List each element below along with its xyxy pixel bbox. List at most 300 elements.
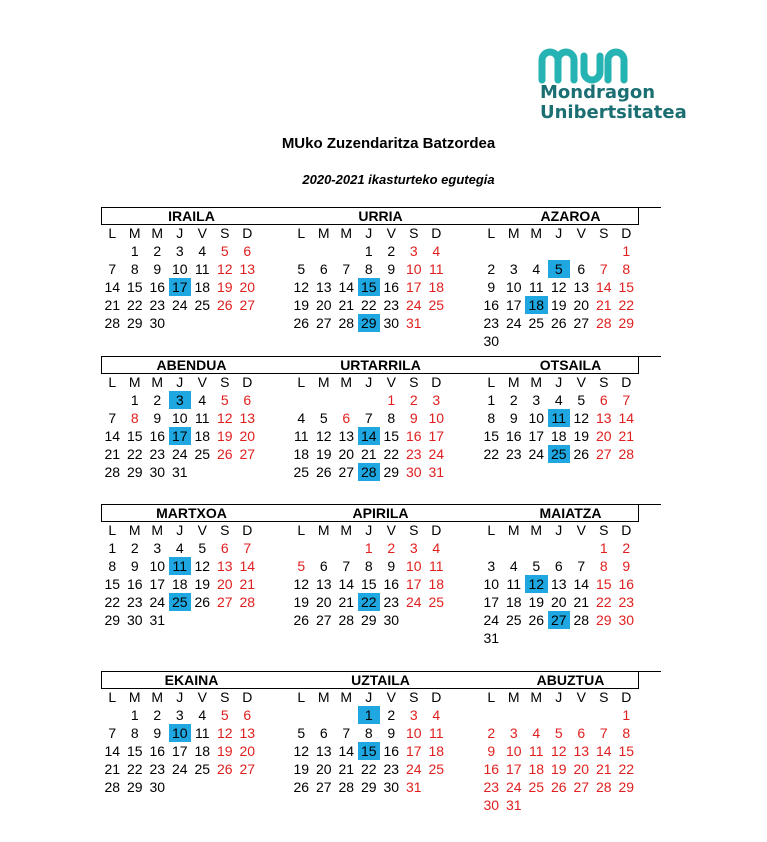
day-cell: 20 <box>239 428 256 444</box>
day-cell: 14 <box>338 743 355 759</box>
day-cell: 29 <box>126 464 143 480</box>
day-cell: 12 <box>194 558 211 574</box>
week-row <box>480 611 661 629</box>
weekday-label: V <box>576 689 586 705</box>
day-cell: 10 <box>505 743 522 759</box>
day-cell: 23 <box>505 446 522 462</box>
weekday-label: D <box>242 225 253 241</box>
day-cell: 9 <box>509 410 518 426</box>
day-cell: 6 <box>243 707 252 723</box>
weekday-label: S <box>220 689 230 705</box>
empty-cell <box>503 706 526 724</box>
day-cell: 13 <box>573 279 590 295</box>
day-cell: 11 <box>194 261 210 277</box>
week-row <box>101 427 282 445</box>
weekday-label: D <box>621 522 632 538</box>
day-cell: 18 <box>505 594 522 610</box>
week-row <box>101 260 282 278</box>
day-cell: 17 <box>505 761 522 777</box>
day-cell: 6 <box>319 261 328 277</box>
week-row <box>101 391 282 409</box>
weekday-header <box>480 688 661 706</box>
weekday-header <box>101 688 282 706</box>
day-cell: 12 <box>315 428 332 444</box>
day-cell: 1 <box>130 392 139 408</box>
day-cell: 30 <box>149 315 166 331</box>
day-cell: 18 <box>194 428 211 444</box>
empty-cell <box>290 706 313 724</box>
day-cell: 25 <box>505 612 522 628</box>
day-cell: 18 <box>194 279 211 295</box>
day-cell: 15 <box>358 742 381 760</box>
day-cell: 19 <box>550 761 567 777</box>
month-header-band <box>101 356 639 374</box>
day-cell: 6 <box>554 558 563 574</box>
day-cell: 20 <box>239 279 256 295</box>
day-cell: 8 <box>130 725 139 741</box>
day-cell: 18 <box>525 296 548 314</box>
weekday-label: V <box>386 374 396 390</box>
day-cell: 14 <box>104 743 121 759</box>
day-cell: 25 <box>528 779 545 795</box>
week-row <box>480 242 661 260</box>
week-row <box>480 296 661 314</box>
day-cell: 13 <box>216 558 233 574</box>
week-row <box>480 409 661 427</box>
weekday-label: M <box>317 374 330 390</box>
weekday-label: V <box>386 522 396 538</box>
day-cell: 21 <box>573 594 590 610</box>
day-cell: 26 <box>293 612 310 628</box>
day-cell: 5 <box>548 260 571 278</box>
day-cell: 20 <box>216 576 233 592</box>
day-cell: 8 <box>364 725 373 741</box>
day-cell: 5 <box>532 558 541 574</box>
day-cell: 29 <box>618 779 635 795</box>
day-cell: 1 <box>130 707 139 723</box>
day-cell: 25 <box>194 761 211 777</box>
day-cell: 25 <box>293 464 310 480</box>
day-cell: 23 <box>149 446 166 462</box>
month-name: MAIATZA <box>480 504 661 521</box>
day-cell: 26 <box>293 779 310 795</box>
day-cell: 5 <box>297 261 306 277</box>
weekday-label: J <box>176 522 184 538</box>
weekday-header <box>480 521 661 539</box>
day-cell: 3 <box>487 558 496 574</box>
day-cell: 20 <box>315 297 332 313</box>
month-apirila <box>290 504 471 629</box>
day-cell: 30 <box>383 315 400 331</box>
day-cell: 7 <box>599 261 608 277</box>
weekday-label: J <box>176 225 184 241</box>
day-cell: 19 <box>315 446 332 462</box>
day-cell: 23 <box>483 315 500 331</box>
day-cell: 10 <box>171 410 188 426</box>
empty-cell <box>593 706 616 724</box>
day-cell: 7 <box>577 558 586 574</box>
day-cell: 4 <box>198 707 207 723</box>
day-cell: 11 <box>528 743 544 759</box>
empty-cell <box>313 539 336 557</box>
day-cell: 10 <box>405 261 422 277</box>
weekday-label: M <box>128 374 141 390</box>
day-cell: 28 <box>104 464 121 480</box>
month-uztaila <box>290 671 471 796</box>
weekday-label: M <box>128 522 141 538</box>
day-cell: 13 <box>595 410 612 426</box>
day-cell: 1 <box>387 392 396 408</box>
weekday-label: V <box>197 374 207 390</box>
day-cell: 1 <box>358 706 381 724</box>
day-cell: 18 <box>428 576 445 592</box>
weekday-label: L <box>487 225 496 241</box>
day-cell: 15 <box>618 279 635 295</box>
day-cell: 7 <box>342 725 351 741</box>
month-header-band <box>101 671 639 689</box>
weekday-label: D <box>621 689 632 705</box>
month-name: MARTXOA <box>101 504 282 521</box>
weekday-label: V <box>576 522 586 538</box>
day-cell: 8 <box>622 261 631 277</box>
day-cell: 17 <box>405 576 422 592</box>
day-cell: 15 <box>104 576 121 592</box>
day-cell: 12 <box>550 743 567 759</box>
week-row <box>290 445 471 463</box>
day-cell: 25 <box>169 593 192 611</box>
week-row <box>101 706 282 724</box>
day-cell: 5 <box>220 392 229 408</box>
weekday-label: D <box>242 374 253 390</box>
day-cell: 11 <box>428 558 444 574</box>
day-cell: 8 <box>364 558 373 574</box>
week-row <box>290 611 471 629</box>
day-cell: 15 <box>358 278 381 296</box>
day-cell: 27 <box>239 761 256 777</box>
logo-mark-icon <box>538 44 628 84</box>
day-cell: 4 <box>432 707 441 723</box>
month-urria <box>290 207 471 332</box>
weekday-label: M <box>530 225 543 241</box>
week-row <box>290 539 471 557</box>
day-cell: 23 <box>383 594 400 610</box>
week-row <box>480 391 661 409</box>
day-cell: 12 <box>293 279 310 295</box>
day-cell: 25 <box>528 315 545 331</box>
day-cell: 19 <box>293 761 310 777</box>
week-row <box>480 778 661 796</box>
day-cell: 26 <box>573 446 590 462</box>
weekday-label: D <box>431 522 442 538</box>
week-row <box>480 557 661 575</box>
empty-cell <box>335 539 358 557</box>
day-cell: 18 <box>528 761 545 777</box>
weekday-label: M <box>507 374 520 390</box>
day-cell: 27 <box>548 611 571 629</box>
day-cell: 5 <box>220 243 229 259</box>
day-cell: 24 <box>405 761 422 777</box>
day-cell: 18 <box>428 743 445 759</box>
day-cell: 16 <box>149 428 166 444</box>
day-cell: 13 <box>315 743 332 759</box>
day-cell: 2 <box>153 243 162 259</box>
month-header-band <box>101 504 639 522</box>
day-cell: 10 <box>405 725 422 741</box>
day-cell: 17 <box>405 743 422 759</box>
week-row <box>101 611 282 629</box>
month-name: ABENDUA <box>101 356 282 373</box>
week-row <box>290 242 471 260</box>
week-row <box>480 332 661 350</box>
day-cell: 11 <box>194 410 210 426</box>
day-cell: 1 <box>364 243 373 259</box>
day-cell: 1 <box>364 540 373 556</box>
weekday-header <box>290 373 471 391</box>
empty-cell <box>480 706 503 724</box>
day-cell: 4 <box>554 392 563 408</box>
day-cell: 25 <box>428 297 445 313</box>
day-cell: 31 <box>483 630 500 646</box>
day-cell: 4 <box>198 392 207 408</box>
day-cell: 18 <box>550 428 567 444</box>
month-name: APIRILA <box>290 504 471 521</box>
day-cell: 3 <box>169 391 192 409</box>
weekday-label: S <box>599 374 609 390</box>
day-cell: 4 <box>432 540 441 556</box>
day-cell: 22 <box>104 594 121 610</box>
day-cell: 17 <box>171 743 188 759</box>
day-cell: 30 <box>483 797 500 813</box>
day-cell: 5 <box>554 725 563 741</box>
week-row <box>101 593 282 611</box>
day-cell: 15 <box>383 428 400 444</box>
day-cell: 15 <box>126 428 143 444</box>
week-row <box>101 463 282 481</box>
day-cell: 6 <box>577 725 586 741</box>
day-cell: 8 <box>599 558 608 574</box>
day-cell: 22 <box>595 594 612 610</box>
day-cell: 3 <box>175 707 184 723</box>
week-row <box>290 409 471 427</box>
weekday-label: M <box>151 374 164 390</box>
day-cell: 30 <box>618 612 635 628</box>
day-cell: 9 <box>153 261 162 277</box>
day-cell: 2 <box>509 392 518 408</box>
day-cell: 3 <box>432 392 441 408</box>
day-cell: 3 <box>409 243 418 259</box>
weekday-label: M <box>507 689 520 705</box>
empty-cell <box>335 242 358 260</box>
weekday-label: L <box>487 522 496 538</box>
day-cell: 27 <box>573 779 590 795</box>
weekday-label: J <box>176 374 184 390</box>
day-cell: 16 <box>383 743 400 759</box>
day-cell: 7 <box>622 392 631 408</box>
day-cell: 22 <box>126 761 143 777</box>
day-cell: 12 <box>550 279 567 295</box>
day-cell: 3 <box>175 243 184 259</box>
weekday-label: V <box>197 689 207 705</box>
day-cell: 9 <box>387 725 396 741</box>
month-ekaina <box>101 671 282 796</box>
week-row <box>480 278 661 296</box>
week-row <box>480 593 661 611</box>
week-row <box>101 760 282 778</box>
day-cell: 14 <box>573 576 590 592</box>
weekday-label: M <box>507 522 520 538</box>
day-cell: 14 <box>595 279 612 295</box>
day-cell: 8 <box>387 410 396 426</box>
weekday-label: V <box>576 225 586 241</box>
weekday-label: V <box>197 225 207 241</box>
day-cell: 6 <box>319 558 328 574</box>
day-cell: 21 <box>360 446 377 462</box>
day-cell: 28 <box>358 463 381 481</box>
day-cell: 11 <box>506 576 522 592</box>
day-cell: 21 <box>104 297 121 313</box>
day-cell: 27 <box>315 612 332 628</box>
day-cell: 4 <box>432 243 441 259</box>
day-cell: 26 <box>550 779 567 795</box>
day-cell: 1 <box>599 540 608 556</box>
weekday-label: M <box>530 689 543 705</box>
day-cell: 5 <box>577 392 586 408</box>
day-cell: 29 <box>595 612 612 628</box>
day-cell: 21 <box>618 428 635 444</box>
day-cell: 23 <box>126 594 143 610</box>
day-cell: 20 <box>573 297 590 313</box>
month-name: OTSAILA <box>480 356 661 373</box>
week-row <box>290 760 471 778</box>
day-cell: 16 <box>126 576 143 592</box>
week-row <box>480 760 661 778</box>
week-row <box>290 278 471 296</box>
page-title: MUko Zuzendaritza Batzordea <box>281 135 496 152</box>
day-cell: 2 <box>153 707 162 723</box>
day-cell: 3 <box>532 392 541 408</box>
day-cell: 24 <box>171 761 188 777</box>
empty-cell <box>525 242 548 260</box>
mondragon-logo <box>538 44 687 124</box>
weekday-header <box>290 224 471 242</box>
day-cell: 20 <box>239 743 256 759</box>
day-cell: 17 <box>528 428 545 444</box>
day-cell: 11 <box>293 428 309 444</box>
day-cell: 12 <box>293 743 310 759</box>
day-cell: 1 <box>130 243 139 259</box>
weekday-label: D <box>242 522 253 538</box>
day-cell: 13 <box>338 428 355 444</box>
month-name: ABUZTUA <box>480 671 661 688</box>
weekday-label: L <box>487 689 496 705</box>
week-row <box>290 724 471 742</box>
day-cell: 13 <box>239 410 256 426</box>
month-abendua <box>101 356 282 481</box>
day-cell: 11 <box>428 261 444 277</box>
day-cell: 24 <box>505 779 522 795</box>
week-row <box>101 445 282 463</box>
week-row <box>480 724 661 742</box>
day-cell: 29 <box>618 315 635 331</box>
day-cell: 24 <box>171 297 188 313</box>
day-cell: 29 <box>360 612 377 628</box>
weekday-label: L <box>297 522 306 538</box>
day-cell: 5 <box>319 410 328 426</box>
day-cell: 13 <box>550 576 567 592</box>
weekday-label: D <box>621 374 632 390</box>
weekday-label: L <box>108 225 117 241</box>
day-cell: 10 <box>171 261 188 277</box>
day-cell: 14 <box>239 558 256 574</box>
weekday-label: J <box>555 225 563 241</box>
day-cell: 18 <box>194 743 211 759</box>
day-cell: 1 <box>487 392 496 408</box>
week-row <box>480 314 661 332</box>
empty-cell <box>313 706 336 724</box>
day-cell: 20 <box>315 594 332 610</box>
day-cell: 28 <box>104 779 121 795</box>
day-cell: 27 <box>239 297 256 313</box>
day-cell: 3 <box>409 540 418 556</box>
day-cell: 11 <box>528 279 544 295</box>
day-cell: 7 <box>108 725 117 741</box>
week-row <box>290 742 471 760</box>
day-cell: 8 <box>487 410 496 426</box>
week-row <box>290 296 471 314</box>
weekday-label: D <box>431 374 442 390</box>
empty-cell <box>570 539 593 557</box>
month-martxoa <box>101 504 282 629</box>
day-cell: 20 <box>550 594 567 610</box>
day-cell: 18 <box>428 279 445 295</box>
empty-cell <box>525 539 548 557</box>
day-cell: 12 <box>216 725 233 741</box>
day-cell: 27 <box>216 594 233 610</box>
day-cell: 6 <box>243 243 252 259</box>
day-cell: 23 <box>383 297 400 313</box>
day-cell: 26 <box>216 446 233 462</box>
day-cell: 24 <box>405 297 422 313</box>
month-urtarrila <box>290 356 471 481</box>
day-cell: 5 <box>297 725 306 741</box>
day-cell: 21 <box>595 761 612 777</box>
weekday-header <box>290 688 471 706</box>
weekday-header <box>101 224 282 242</box>
week-row <box>480 575 661 593</box>
month-abuztua <box>480 671 661 814</box>
day-cell: 24 <box>528 446 545 462</box>
empty-cell <box>570 242 593 260</box>
day-cell: 23 <box>483 779 500 795</box>
day-cell: 9 <box>487 743 496 759</box>
day-cell: 14 <box>338 279 355 295</box>
weekday-label: J <box>555 374 563 390</box>
day-cell: 14 <box>595 743 612 759</box>
day-cell: 27 <box>239 446 256 462</box>
month-name: UZTAILA <box>290 671 471 688</box>
day-cell: 19 <box>216 428 233 444</box>
weekday-header <box>480 224 661 242</box>
weekday-label: D <box>621 225 632 241</box>
day-cell: 23 <box>149 297 166 313</box>
day-cell: 30 <box>483 333 500 349</box>
day-cell: 19 <box>216 743 233 759</box>
day-cell: 28 <box>338 779 355 795</box>
weekday-header <box>101 521 282 539</box>
day-cell: 25 <box>194 446 211 462</box>
day-cell: 22 <box>360 297 377 313</box>
empty-cell <box>290 242 313 260</box>
